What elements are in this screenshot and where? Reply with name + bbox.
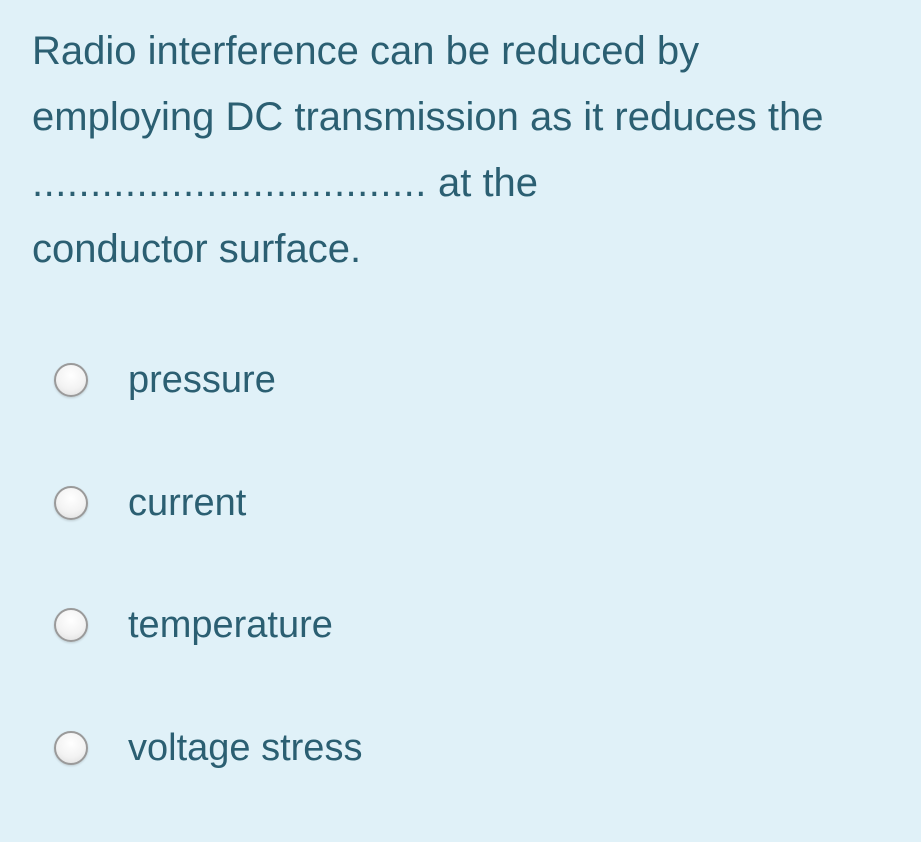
radio-button[interactable]	[54, 608, 88, 642]
radio-button[interactable]	[54, 363, 88, 397]
question-line-2: employing DC transmission as it reduces the	[32, 95, 824, 139]
question-line-3-suffix: at the	[426, 161, 539, 205]
option-label: pressure	[128, 358, 276, 401]
option-voltage-stress[interactable]	[54, 723, 362, 773]
radio-button[interactable]	[54, 486, 88, 520]
option-label: voltage stress	[128, 726, 363, 769]
question-line-4: conductor surface.	[32, 227, 362, 271]
option-label: current	[128, 481, 247, 524]
question-line-1: Radio interference can be reduced by	[32, 29, 700, 73]
question-text	[32, 18, 912, 282]
answer-blank: ..................................	[32, 161, 427, 205]
radio-button[interactable]	[54, 731, 88, 765]
option-label: temperature	[128, 603, 333, 646]
option-pressure[interactable]	[54, 355, 276, 405]
question-line-3	[32, 150, 912, 216]
option-temperature[interactable]	[54, 600, 333, 650]
option-current[interactable]	[54, 478, 246, 528]
